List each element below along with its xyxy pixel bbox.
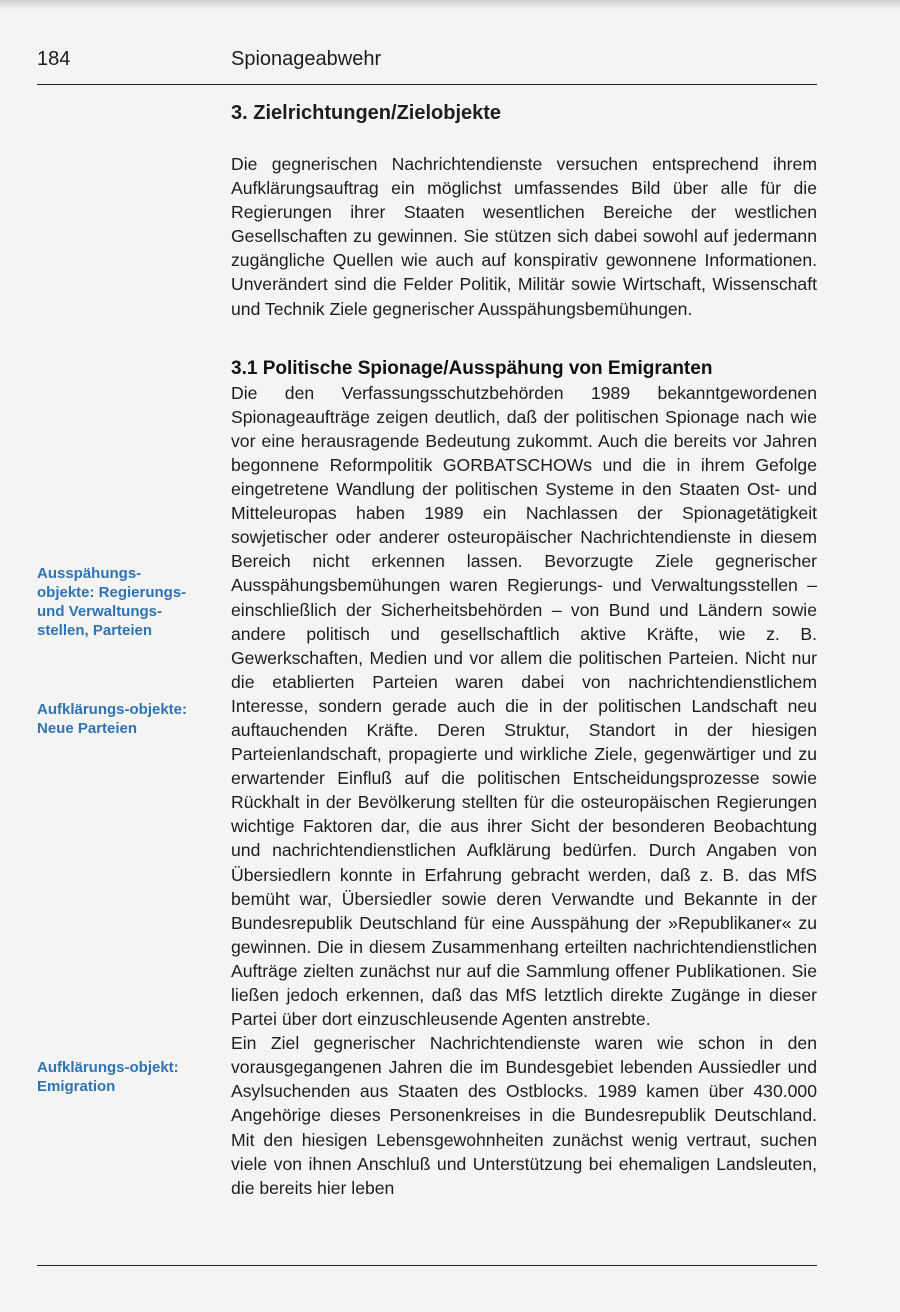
footer-rule	[37, 1265, 817, 1266]
section-3-heading: 3. Zielrichtungen/Zielobjekte	[231, 102, 502, 124]
margin-note-spionage-objects: Ausspähungs-objekte: Regierungs- und Verwaltungs-stellen, Parteien	[37, 565, 187, 639]
section-3-1-paragraph-2: Ein Ziel gegnerischer Nachrichtendienste waren wie schon in den vorausgegangenen Jahren die im Bundesgebiet lebenden Aussiedler und Asylsuchenden aus Staaten des Ostblocks. 1989 kamen über 430.000 Angehörige dieses Personenkreises in die Bundesrepublik Deutschland. Mit den hiesigen Lebensgewohnheiten zunächst wenig vertraut, suchen viele von ihnen Anschluß und Unterstützung bei ehemaligen Landsleuten, die bereits hier leben	[231, 1033, 817, 1198]
margin-note-emigration: Aufklärungs-objekt: Emigration	[37, 1059, 179, 1095]
scan-top-edge	[0, 0, 900, 10]
section-3-1-paragraph-1: Die den Verfassungsschutzbehörden 1989 bekanntgewordenen Spionageaufträge zeigen deutlich, daß der politischen Spionage nach wie vor eine herausragende Bedeutung zukommt. Auch die bereits vor Jahren begonnene Reformpolitik GORBATSCHOWs und die in ihrem Gefolge eingetretene Wandlung der politischen Systeme in den Staaten Ost- und Mitteleuropas haben 1989 ein Nachlassen der Spionagetätigkeit sowjetischer oder anderer osteuropäischer Nachrichtendienste in diesem Bereich nicht erkennen lassen. Bevorzugte Ziele gegnerischer Ausspähungsbemühungen waren Regierungs- und Verwaltungsstellen – einschließlich der Sicherheitsbehörden – von Bund und Ländern sowie andere politisch und gesellschaftlich aktive Kräfte, wie z. B. Gewerkschaften, Medien und vor allem die politischen Parteien. Nicht nur die etablierten Parteien waren dabei von nachrichtendienstlichem Interesse, sondern gerade auch die in der politischen Landschaft neu auftauchenden Kräfte. Deren Struktur, Standort in der hiesigen Parteienlandschaft, propagierte und wirkliche Ziele, gegenwärtiger und zu erwartender Einfluß auf die politischen Entscheidungsprozesse sowie Rückhalt in der Bevölkerung stellten für die osteuropäischen Regierungen wichtige Faktoren dar, die aus ihrer Sicht der besonderen Beobachtung und nachrichtendienstlichen Aufklärung bedürfen. Durch Angaben von Übersiedlern konnte in Erfahrung gebracht werden, daß z. B. das MfS bemüht war, Übersiedler sowie deren Verwandte und Bekannte in der Bundesrepublik Deutschland für eine Ausspähung der »Republikaner« zu gewinnen. Die in diesem Zusammenhang erteilten nachrichtendienstlichen Aufträge zielten zunächst nur auf die Sammlung offener Publikationen. Sie ließen jedoch erkennen, daß das MfS letztlich direkte Zugänge in dieser Partei über dort einzuschleusende Agenten anstrebte.	[231, 382, 817, 1030]
header-rule	[37, 84, 817, 85]
section-3-paragraph: Die gegnerischen Nachrichtendienste versuchen entsprechend ihrem Aufklärungsauftrag ein möglichst umfassendes Bild über alle für die Regierungen ihrer Staaten wesentlichen Bereiche der westlichen Gesellschaften zu gewinnen. Sie stützen sich dabei sowohl auf jedermann zugängliche Quellen wie auch auf konspirativ gewonnene Informationen. Unverändert sind die Felder Politik, Militär sowie Wirtschaft, Wissenschaft und Technik Ziele gegnerischer Ausspähungsbemühungen.	[231, 154, 817, 319]
page-header	[37, 44, 817, 84]
main-text-column	[231, 100, 817, 1200]
page-number: 184	[37, 48, 71, 70]
running-head: Spionageabwehr	[231, 48, 382, 70]
margin-note-new-parties: Aufklärungs-objekte: Neue Parteien	[37, 701, 188, 737]
section-3-1-heading: 3.1 Politische Spionage/Ausspähung von Emigranten	[231, 357, 713, 379]
